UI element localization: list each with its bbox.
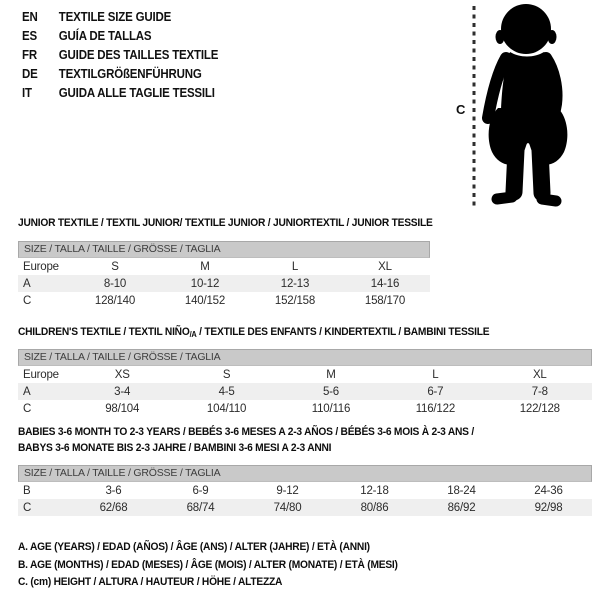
measure-legend	[18, 539, 426, 592]
height-figure	[450, 0, 590, 215]
table-row	[18, 292, 430, 309]
language-row	[22, 27, 218, 46]
table-title-line: JUNIOR TEXTILE / TEXTIL JUNIOR/ TEXTILE JUNIOR / JUNIORTEXTIL / JUNIOR TESSILE	[18, 217, 433, 229]
table-row	[18, 258, 430, 275]
junior-table-title	[18, 215, 433, 231]
table-cell: 80/86	[360, 501, 389, 514]
table-cell: 7-8	[531, 385, 548, 398]
table-cell: XL	[532, 368, 547, 381]
table-row	[18, 482, 592, 499]
height-label: C	[456, 102, 466, 117]
table-cell: 3-4	[114, 385, 131, 398]
babies-size-table	[18, 465, 592, 516]
legend-line-c: C. (cm) HEIGHT / ALTURA / HAUTEUR / HÖHE / ALTEZZA	[18, 576, 283, 588]
table-cell: L	[432, 368, 439, 381]
table-cell: 152/158	[274, 294, 316, 307]
table-cell: 140/152	[184, 294, 226, 307]
baby-silhouette	[488, 4, 567, 201]
table-cell: S	[111, 260, 119, 273]
table-row	[18, 383, 592, 400]
language-row	[22, 8, 218, 27]
row-label: A	[23, 385, 31, 398]
table-cell: 3-6	[105, 484, 122, 497]
row-label: Europe	[23, 368, 59, 381]
language-row	[22, 65, 218, 84]
babies-table-title	[18, 424, 474, 456]
table-cell: 104/110	[206, 402, 247, 415]
table-cell: 4-5	[218, 385, 235, 398]
row-label: Europe	[23, 260, 59, 273]
row-label: A	[23, 277, 31, 290]
table-cell: 128/140	[94, 294, 136, 307]
table-row	[18, 499, 592, 516]
table-cell: XS	[114, 368, 130, 381]
table-cell: M	[326, 368, 336, 381]
row-label: C	[23, 501, 32, 514]
children-size-table	[18, 349, 592, 417]
language-code: DE	[22, 67, 38, 81]
table-cell: L	[291, 260, 299, 273]
table-cell: 14-16	[370, 277, 400, 290]
table-cell: 86/92	[447, 501, 476, 514]
table-cell: 18-24	[447, 484, 476, 497]
language-code: ES	[22, 29, 37, 43]
table-title-line: CHILDREN'S TEXTILE / TEXTIL $NIÑO_{/A}$ / TEXTILE DES ENFANTS / KINDERTEXTIL / BAMBINI TESSILE	[18, 326, 490, 339]
table-cell: 6-9	[192, 484, 209, 497]
language-title: TEXTILE SIZE GUIDE	[58, 10, 172, 24]
language-title: TEXTILGRÖßENFÜHRUNG	[58, 67, 202, 81]
table-cell: M	[200, 260, 210, 273]
language-title: GUÍA DE TALLAS	[58, 29, 152, 43]
language-code: EN	[22, 10, 38, 24]
legend-line-a: A. AGE (YEARS) / EDAD (AÑOS) / ÂGE (ANS) / ALTER (JAHRE) / ETÀ (ANNI)	[18, 541, 370, 553]
children-table-title	[18, 324, 489, 343]
table-cell: 116/122	[415, 402, 456, 415]
size-header-bar: SIZE / TALLA / TAILLE / GRÖSSE / TAGLIA	[18, 465, 592, 482]
table-cell: 12-18	[360, 484, 389, 497]
size-header-bar: SIZE / TALLA / TAILLE / GRÖSSE / TAGLIA	[18, 241, 430, 258]
table-row	[18, 366, 592, 383]
table-cell: 5-6	[322, 385, 339, 398]
language-title: GUIDE DES TAILLES TEXTILE	[58, 48, 219, 62]
table-cell: 62/68	[99, 501, 128, 514]
language-code: IT	[22, 86, 32, 100]
table-cell: 68/74	[186, 501, 215, 514]
table-cell: 74/80	[273, 501, 302, 514]
table-row	[18, 275, 430, 292]
row-label: C	[23, 402, 32, 415]
table-cell: 158/170	[364, 294, 406, 307]
language-title: GUIDA ALLE TAGLIE TESSILI	[58, 86, 215, 100]
baby-silhouette-graphic	[450, 0, 590, 215]
language-row	[22, 46, 218, 65]
table-cell: 10-12	[190, 277, 220, 290]
row-label: C	[23, 294, 32, 307]
table-cell: 9-12	[276, 484, 299, 497]
table-cell: 110/116	[311, 402, 351, 415]
table-cell: 12-13	[280, 277, 310, 290]
size-header-bar: SIZE / TALLA / TAILLE / GRÖSSE / TAGLIA	[18, 349, 592, 366]
language-row	[22, 84, 218, 103]
language-title-list	[22, 8, 235, 103]
table-cell: S	[222, 368, 231, 381]
table-cell: 122/128	[519, 402, 560, 415]
table-cell: XL	[378, 260, 392, 273]
table-cell: 92/98	[534, 501, 563, 514]
table-row	[18, 400, 592, 417]
row-label: B	[23, 484, 31, 497]
table-cell: 24-36	[534, 484, 563, 497]
junior-size-table	[18, 241, 430, 309]
table-cell: 6-7	[427, 385, 444, 398]
table-title-line: BABIES 3-6 MONTH TO 2-3 YEARS / BEBÉS 3-6 MESES A 2-3 AÑOS / BÉBÉS 3-6 MOIS À 2-3 ANS /	[18, 426, 474, 438]
legend-line-b: B. AGE (MONTHS) / EDAD (MESES) / ÂGE (MOIS) / ALTER (MONATE) / ETÀ (MESI)	[18, 558, 398, 571]
table-cell: 98/104	[105, 402, 140, 415]
table-cell: 8-10	[103, 277, 127, 290]
table-title-line: BABYS 3-6 MONATE BIS 2-3 JAHRE / BAMBINI 3-6 MESI A 2-3 ANNI	[18, 442, 332, 454]
language-code: FR	[22, 48, 37, 62]
